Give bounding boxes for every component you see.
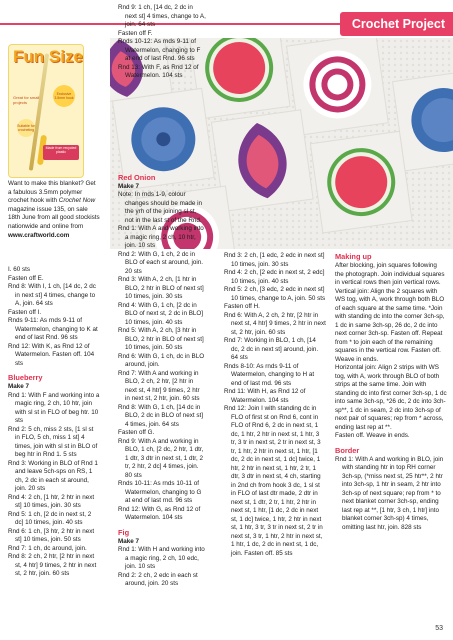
pattern-line: Rnd 11: With H, as Rnd 12 of Watermelon. 104 sts: [224, 388, 306, 404]
page-number: 53: [435, 625, 443, 632]
pattern-line: Rnd 3: With A, 2 ch, [1 htr in BLO, 2 htr in BLO of next st] 10 times, join. 30 sts: [118, 276, 204, 300]
section-heading: Border: [335, 445, 360, 455]
section-heading: Making up: [335, 252, 372, 261]
pattern-line: Rnd 4: 2 ch, [2 edc in next st, 2 edc] 10 times, join. 40 sts: [224, 269, 325, 285]
section-title: Crochet Project: [340, 12, 453, 36]
section-header: [0, 12, 453, 38]
pattern-line: Rnd 5: 2 ch, [3 edc, 2 edc in next st] 10 times, change to A, join. 50 sts: [224, 286, 326, 302]
pattern-line: Rnd 12: With G, as Rnd 12 of Watermelon. 104 sts: [118, 505, 201, 521]
pattern-line: Rnd 4: 2 ch, [1 htr, 2 htr in next st] 10 times, join. 30 sts: [8, 493, 95, 509]
pattern-line: Rnd 2: 5 ch, miss 2 sts, [1 sl st in FLO, 5 ch, miss 1 st] 4 times, join with sl st in BLO of beg htr in Rnd 1. 5 sts: [8, 425, 98, 458]
pattern-line: Rnd 9: With A and working in BLO, 1 ch, [2 dc, 2 htr, 1 dtr, 1 dtr, 3 dtr in next st, 1 dtr, 2 tr, 2 htr, 2 dc] 4 times, join. 80 sts: [118, 437, 204, 479]
pattern-line: Fasten off H.: [224, 303, 260, 310]
pattern-line: Rnd 7: 1 ch, dc around, join.: [8, 544, 87, 552]
promo-line2: magazine issue 135, on sale 18th June from all good stockists nationwide and online from: [8, 205, 100, 230]
promo-website-link[interactable]: www.craftworld.com: [8, 231, 70, 239]
watermelon-square: [310, 131, 412, 233]
pattern-line: Rnd 3: 2 ch, [1 edc, 2 edc in next st] 10 times, join. 30 sts: [224, 252, 325, 268]
pattern-line: Rnds 10-12: As rnds 9-11 of Watermelon, changing to F at end of last Rnd. 96 sts: [118, 38, 201, 62]
advert-bubble: Exclusive 3.5mm hook: [53, 85, 75, 107]
advert-brand: Fun Size: [13, 47, 83, 66]
text-column-1: [8, 266, 100, 579]
pattern-line: Rnd 12: Join I with standing dc in FLO of first st on Rnd 6, cont in FLO of Rnd 6, 2 dc in next st, 1 dc, 1 htr, 2 htr in next st, 1 htr, 3 tr, 3 tr in next st, 2 tr in next st, 3 tr, 1 htr, 2 htr in next st, 1 htr, [1 dc, 2 dc in next st, 1 dc] twice, 1 htr, 2 htr in next st, 1 htr, 2 tr, 1 dtr, 3 dtr in next st, 4 ch, starting in 2nd ch from hook 3 dc, 1 sl st in FLO of last dtr made, 2 dtr in next st, 1 dtr, 2 tr, 1 htr, 2 htr in next st, 1 htr, [1 dc, 2 dc in next st, 1 dc] twice, 1 htr, 2 htr in next st, 1 htr, 3 tr, 3 tr in next st, 2 tr in next st, 3 tr, 1 htr, 2 htr in next st, 1 htr, 1 dc, 2 dc in next st, 1 dc, join. Fasten off. 85 sts: [224, 405, 323, 557]
advert-caption: Great for small projects: [13, 95, 40, 105]
pattern-line: Fasten off E.: [8, 274, 44, 282]
make-count: Make 7: [118, 537, 140, 545]
pattern-line: Fasten off G.: [118, 429, 155, 436]
pattern-line: Rnd 12: With K, as Rnd 12 of Watermelon. Fasten off. 104 sts: [8, 342, 95, 367]
pattern-line: Rnd 9: 1 ch, [14 dc, 2 dc in next st] 4 times, change to A, join. 64 sts: [118, 4, 206, 28]
pattern-line: Rnds 8-10: As rnds 9-11 of Watermelon, changing to H at end of last rnd. 96 sts: [224, 362, 315, 387]
make-count: Make 7: [118, 182, 140, 190]
pattern-line: Rnd 6: With G, 1 ch, dc in BLO around, join.: [118, 352, 205, 368]
pattern-line: Rnd 2: With G, 1 ch, 2 dc in BLO of each st around, join. 20 sts: [118, 250, 204, 275]
section-heading: Fig: [118, 527, 130, 537]
pattern-line: Rnd 1: With F and working into a magic ring, 2 ch, 10 htr, join with sl st in FLO of beg htr. 10 sts: [8, 391, 100, 424]
pattern-line: I. 60 sts: [8, 266, 31, 273]
pattern-line: Rnd 7: With A and working in BLO, 2 ch, 2 htr, [2 htr in next st, 4 htr] 9 times, 2 htr in next st, 2 htr, join. 60 sts: [118, 369, 200, 402]
advert-ribbon: Made from recycled plastic: [43, 145, 79, 160]
pattern-line: Rnd 1: With A and working into a magic ring, 2 ch, 10 htr, join. 10 sts: [118, 225, 204, 249]
text-column-2: [118, 4, 206, 589]
section-heading: Red Onion: [118, 172, 156, 182]
pattern-line: Rnd 2: 2 ch, 2 edc in each st around, join. 20 sts: [118, 571, 198, 587]
promo-text: [8, 180, 100, 240]
pattern-line: Rnd 13: With F, as Rnd 12 of Watermelon. 104 sts: [118, 63, 199, 79]
pattern-line: Rnd 6: 1 ch, [3 htr, 2 htr in next st] 10 times, join. 50 sts: [8, 527, 95, 543]
pattern-line: Rnd 8: With I, 1 ch, [14 dc, 2 dc in next st] 4 times, change to A, join. 64 sts: [8, 283, 96, 307]
hook-advert: [8, 44, 84, 178]
pattern-paragraph: Vertical join: Align the 2 squares with WS tog, with A, work through both BLO of each square at the same time. *Join with standing dc into the corner 3ch-sp, 1 dc in same 3ch-sp, 26 dc, 2 dc into next corner 3ch-sp. Fasten off. Repeat from * to join each of the remaining squares in the vertical row. Fasten off. Weave in ends.: [335, 287, 445, 363]
pattern-line: Rnd 7: Working in BLO, 1 ch, [14 dc, 2 dc in next st] around, join. 64 sts: [224, 337, 319, 361]
pattern-paragraph: After blocking, join squares following the photograph. Join individual squares in vertical rows then join vertical rows.: [335, 262, 445, 286]
pattern-line: Rnd 5: 1 ch, [2 dc in next st, 2 dc] 10 times, join. 40 sts: [8, 510, 92, 526]
pattern-line: Rnd 6: With A, 2 ch, 2 htr, [2 htr in next st, 4 htr] 9 times, 2 htr in next st, 2 htr, join. 60 sts: [224, 311, 326, 336]
pattern-line: Rnds 10-11: As rnds 10-11 of Watermelon, changing to G at end of last rnd. 96 sts: [118, 480, 202, 504]
pattern-line: Rnd 8: With G, 1 ch, [14 dc in BLO, 2 dc in BLO of next st] 4 times, join. 64 sts: [118, 403, 204, 428]
pattern-line: Rnd 3: Working in BLO of Rnd 1 and leave 5ch-sps on RS, 1 ch, 2 dc in each st around, join. 20 sts: [8, 459, 98, 492]
pattern-line: Rnd 4: With G, 1 ch, [2 dc in BLO of next st, 2 dc in BLO] 10 times, join. 40 sts: [118, 301, 204, 326]
pattern-note: Note: In rnds 1-9, colour changes should be made in the yrh of the joining sl st, not in the last st of the Rnd.: [118, 191, 203, 224]
promo-line1: Want to make this blanket? Get a fabulous 3.5mm polymer crochet hook with: [8, 180, 96, 205]
pattern-line: Rnd 5: With A, 2 ch, [3 htr in BLO, 2 htr in BLO of next st] 10 times, join. 50 sts: [118, 327, 204, 351]
section-heading: Blueberry: [8, 373, 43, 382]
pattern-line: Rnds 9-11: As rnds 9-11 of Watermelon, changing to K at end of last Rnd. 96 sts: [8, 317, 98, 341]
pattern-line: Rnd 1: With A and working in BLO, join with standing htr in top RH corner 3ch-sp, (*miss next st, 25 htr**, 2 htr into 3ch-sp, 1 htr in seam, 2 htr into 3ch-sp of next square; rep from * to next blanket corner 3ch-sp, ending last rep at **, [1 htr, 3 ch, 1 htr] into blanket corner 3ch-sp) 4 times, omitting last htr, join. 828 sts: [335, 455, 444, 531]
pattern-line: Fasten off I.: [8, 308, 42, 316]
magazine-name: Crochet Now: [58, 197, 96, 205]
pattern-line: Fasten off F.: [118, 29, 153, 37]
pattern-line: Fasten off. Weave in ends.: [335, 432, 410, 439]
pattern-line: Rnd 8: 2 ch, 2 htr, [2 htr in next st, 4 htr] 9 times, 2 htr in next st, 2 htr, join. 60 sts: [8, 553, 97, 577]
text-column-4: [335, 252, 447, 532]
pattern-paragraph: Horizontal join: Align 2 strips with WS tog, with A, work through BLO of both strips at the same time. Join with standing dc into first corner 3ch-sp, 1 dc into same 3ch-sp, *26 dc, 2 dc into 3ch-sp**, 1 dc in seam, 2 dc into 3ch-sp of next pair of squares; rep from * across, ending last rep at **.: [335, 364, 447, 431]
text-column-3: [224, 252, 326, 558]
pattern-line: Rnd 1: With H and working into a magic ring, 2 ch, 10 edc, join. 10 sts: [118, 546, 205, 570]
make-count: Make 7: [8, 383, 30, 390]
advert-bubble-small: Suitable for crocheting: [17, 119, 35, 137]
